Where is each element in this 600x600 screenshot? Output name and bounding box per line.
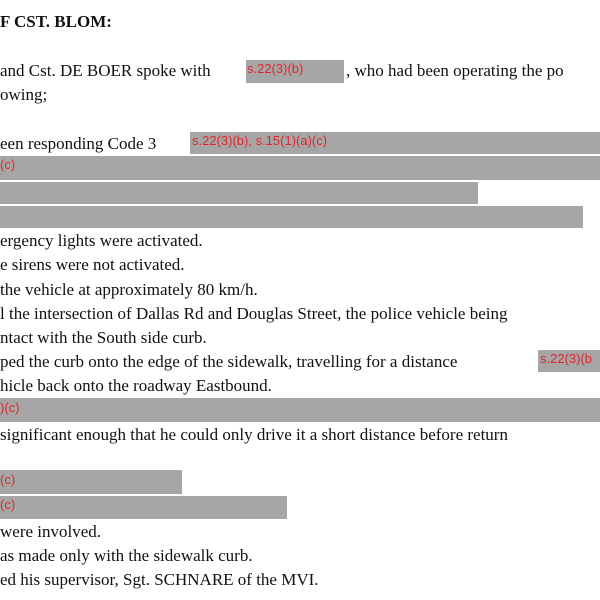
text-line: and Cst. DE BOER spoke with bbox=[0, 61, 211, 80]
text-line: l the intersection of Dallas Rd and Douglas Street, the police vehicle being bbox=[0, 304, 508, 323]
text-line: een responding Code 3 bbox=[0, 134, 157, 153]
redaction-box bbox=[0, 206, 583, 228]
text-line: , who had been operating the po bbox=[346, 61, 564, 80]
text-line: e sirens were not activated. bbox=[0, 255, 185, 274]
redaction-code: s.22(3)(b) bbox=[247, 61, 304, 76]
redaction-box bbox=[0, 156, 600, 180]
redaction-code: (c) bbox=[0, 157, 16, 172]
redaction-box bbox=[0, 398, 600, 422]
text-line: owing; bbox=[0, 85, 48, 104]
text-line: ed his supervisor, Sgt. SCHNARE of the MVI. bbox=[0, 570, 319, 589]
redaction-code: )(c) bbox=[0, 400, 20, 415]
redaction-code: s.22(3)(b), s.15(1)(a)(c) bbox=[192, 133, 328, 148]
text-line: significant enough that he could only drive it a short distance before return bbox=[0, 425, 508, 444]
redaction-box bbox=[0, 182, 478, 204]
redaction-code: (c) bbox=[0, 472, 16, 487]
redaction-box bbox=[0, 496, 287, 519]
section-heading: F CST. BLOM: bbox=[0, 12, 112, 31]
text-line: hicle back onto the roadway Eastbound. bbox=[0, 376, 272, 395]
text-line: ergency lights were activated. bbox=[0, 231, 203, 250]
text-line: the vehicle at approximately 80 km/h. bbox=[0, 280, 258, 299]
redaction-code: s.22(3)(b bbox=[540, 351, 593, 366]
redaction-code: (c) bbox=[0, 497, 16, 512]
text-line: ped the curb onto the edge of the sidewalk, travelling for a distance bbox=[0, 352, 458, 371]
redaction-box bbox=[0, 470, 182, 494]
text-line: as made only with the sidewalk curb. bbox=[0, 546, 253, 565]
text-line: ntact with the South side curb. bbox=[0, 328, 207, 347]
text-line: were involved. bbox=[0, 522, 102, 541]
